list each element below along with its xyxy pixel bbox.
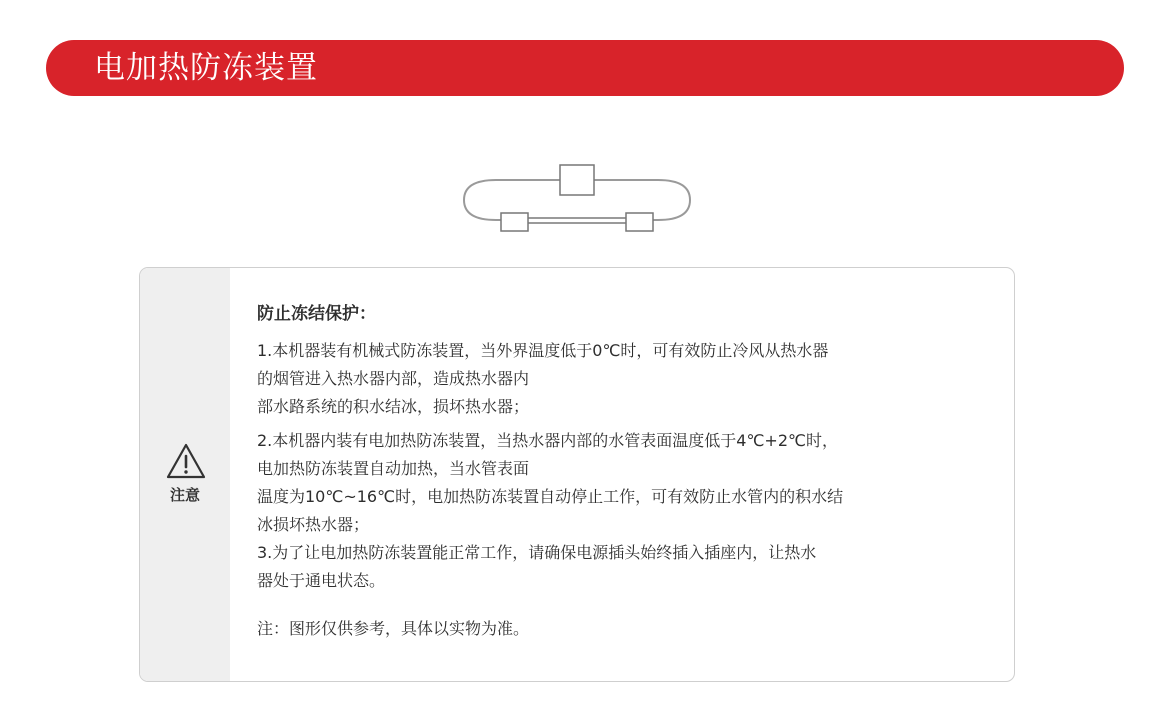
notice-footnote: 注：图形仅供参考，具体以实物为准。 bbox=[257, 619, 530, 638]
notice-label: 注意 bbox=[169, 486, 200, 504]
notice-line: 3.为了让电加热防冻装置能正常工作，请确保电源插头始终插入插座内，让热水 bbox=[257, 543, 817, 562]
notice-line: 器处于通电状态。 bbox=[257, 571, 386, 590]
header-banner bbox=[46, 40, 1124, 96]
notice-line: 电加热防冻装置自动加热，当水管表面 bbox=[257, 459, 530, 478]
notice-item-2 bbox=[257, 427, 1002, 539]
notice-line: 2.本机器内装有电加热防冻装置，当热水器内部的水管表面温度低于4℃+2℃时， bbox=[257, 431, 838, 450]
heating-cable-illustration bbox=[460, 162, 694, 236]
notice-card bbox=[139, 267, 1015, 682]
warning-icon bbox=[165, 442, 207, 480]
notice-content bbox=[257, 301, 1002, 643]
notice-line: 1.本机器装有机械式防冻装置，当外界温度低于0℃时，可有效防止冷风从热水器 bbox=[257, 341, 829, 360]
notice-line: 的烟管进入热水器内部，造成热水器内 bbox=[257, 369, 530, 388]
page-title: 电加热防冻装置 bbox=[94, 50, 318, 86]
notice-line: 冰损坏热水器； bbox=[257, 515, 370, 534]
notice-line: 温度为10℃~16℃时，电加热防冻装置自动停止工作，可有效防止水管内的积水结 bbox=[257, 487, 844, 506]
notice-item-3 bbox=[257, 539, 1002, 595]
notice-heading: 防止冻结保护： bbox=[257, 304, 376, 324]
notice-line: 部水路系统的积水结冰，损坏热水器； bbox=[257, 397, 530, 416]
notice-item-1 bbox=[257, 337, 1002, 421]
notice-side-panel bbox=[140, 268, 230, 681]
